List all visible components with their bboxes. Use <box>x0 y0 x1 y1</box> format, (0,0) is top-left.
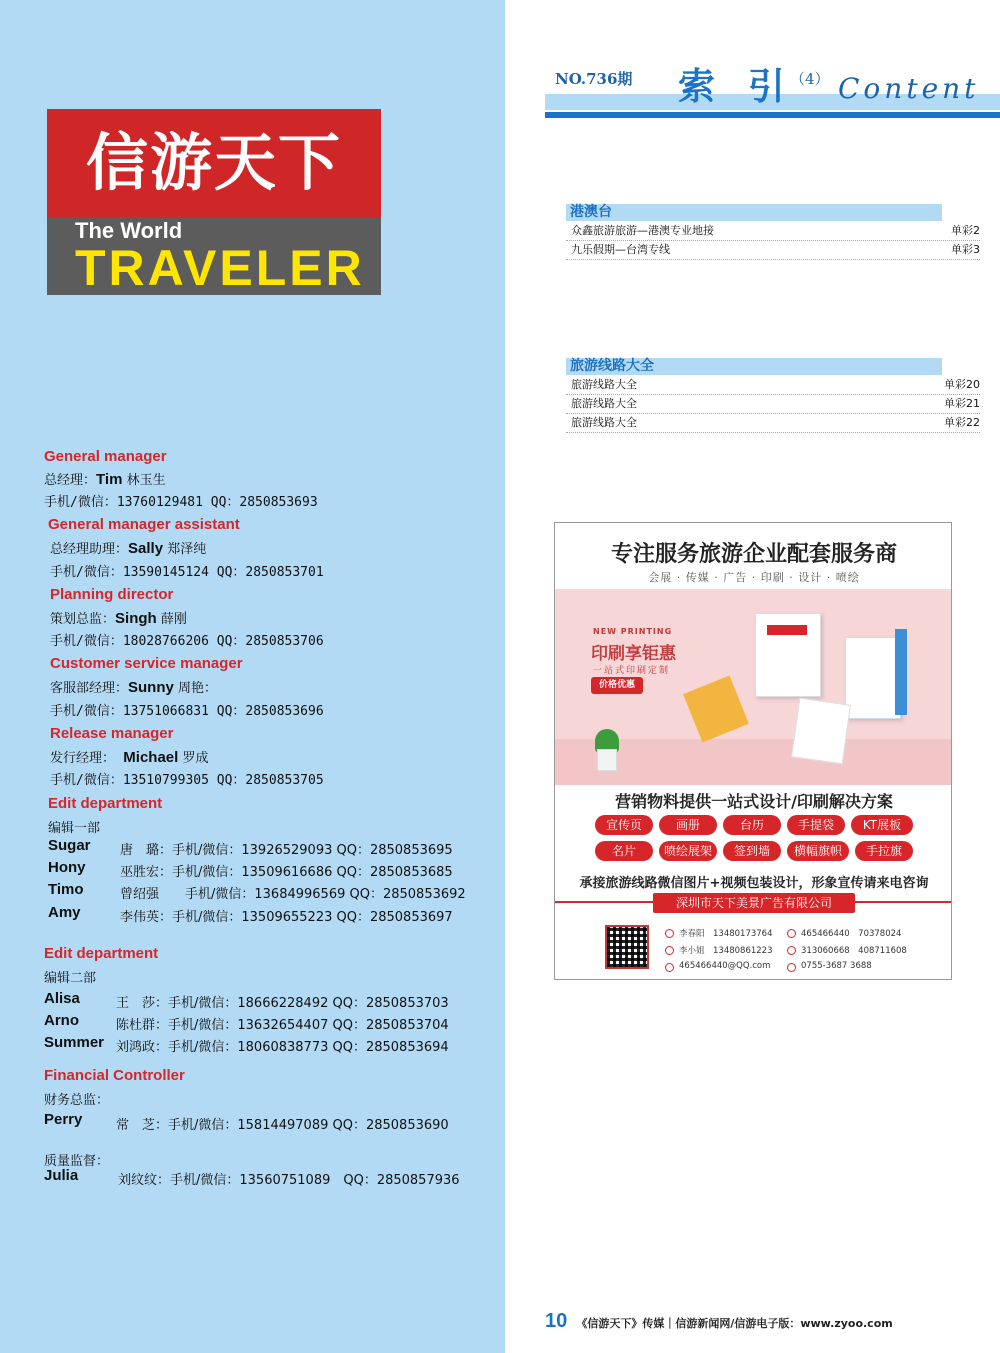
contact-left: 李小姐 13480861223 <box>679 946 773 956</box>
index-row[interactable]: 旅游线路大全 单彩21 <box>566 395 980 414</box>
ad-company: 深圳市天下美景广告有限公司 <box>653 893 855 913</box>
finance-heading: Financial Controller <box>44 1067 185 1084</box>
edit2-member-name: Summer <box>44 1034 105 1051</box>
np-title: 印刷享钜惠 <box>591 644 676 664</box>
section-heading: 港澳台 <box>566 204 942 221</box>
gm-heading: General manager <box>44 448 167 465</box>
print-service-ad <box>554 522 952 980</box>
edit2-member-info: 陈杜群：手机/微信：13632654407 QQ：2850853704 <box>116 1018 449 1033</box>
person-icon <box>665 946 674 955</box>
service-pill: 台历 <box>723 815 781 835</box>
index-row[interactable]: 旅游线路大全 单彩22 <box>566 414 980 433</box>
rm-heading: Release manager <box>50 725 174 742</box>
price-badge: 价格优惠 <box>591 677 643 694</box>
service-pill: 画册 <box>659 815 717 835</box>
page-footer <box>545 1310 893 1333</box>
np-label: NEW PRINTING <box>593 627 673 636</box>
edit1-dept: 编辑一部 <box>48 821 101 836</box>
ad-banner <box>555 589 952 785</box>
service-pill: 名片 <box>595 841 653 861</box>
quality-role: 质量监督： <box>44 1154 110 1169</box>
ad-slogan: 营销物料提供一站式设计/印刷解决方案 <box>615 792 893 811</box>
index-part: （4） <box>790 70 830 88</box>
quality-info: 刘纹纹：手机/微信：13560751089 QQ：2850857936 <box>118 1173 460 1188</box>
logo-en-sub: The World <box>75 218 183 243</box>
csm-contact: 手机/微信：13751066831 QQ：2850853696 <box>50 704 324 719</box>
index-row[interactable]: 旅游线路大全 单彩20 <box>566 376 980 395</box>
rm-name: 发行经理： Michael 罗成 <box>50 749 209 766</box>
finance-info: 常 芝：手机/微信：15814497089 QQ：2850853690 <box>116 1118 449 1133</box>
edit1-member-name: Amy <box>48 904 81 921</box>
edit2-heading: Edit department <box>44 945 159 962</box>
edit1-member-name: Timo <box>48 881 84 898</box>
pd-heading: Planning director <box>50 586 174 603</box>
logo-en-main: TRAVELER <box>75 240 365 296</box>
content-script-title: Content <box>838 72 980 105</box>
gm-name: 总经理：Tim 林玉生 <box>44 471 166 488</box>
traveler-logo <box>47 109 381 295</box>
contact-right: 465466440 70378024 <box>801 929 902 939</box>
bag-image <box>845 637 901 719</box>
edit2-member-name: Arno <box>44 1012 79 1029</box>
pd-name: 策划总监：Singh 薛刚 <box>50 610 187 627</box>
edit2-member-info: 王 莎：手机/微信：18666228492 QQ：2850853703 <box>116 996 449 1011</box>
gma-name: 总经理助理：Sally 郑泽纯 <box>50 540 207 557</box>
header-rule <box>545 112 1000 118</box>
email-icon <box>665 963 674 972</box>
service-pill: 手提袋 <box>787 815 845 835</box>
footer-text: 《信游天下》传媒｜信游新闻网/信游电子版：www.zyoo.com <box>576 1317 893 1330</box>
edit1-member-info: 曾绍强 手机/微信：13684996569 QQ：2850853692 <box>120 887 466 902</box>
gm-contact: 手机/微信：13760129481 QQ：2850853693 <box>44 495 318 510</box>
finance-role: 财务总监： <box>44 1093 110 1108</box>
csm-name: 客服部经理：Sunny 周艳： <box>50 679 218 696</box>
service-pill: 喷绘展架 <box>659 841 717 861</box>
issue-number: NO.736期 <box>555 70 633 88</box>
qq-icon <box>787 929 796 938</box>
service-pill: 宣传页 <box>595 815 653 835</box>
edit1-member-name: Hony <box>48 859 86 876</box>
service-pill: KT展板 <box>851 815 913 835</box>
edit1-heading: Edit department <box>48 795 163 812</box>
section-heading: 旅游线路大全 <box>566 358 942 375</box>
contact-right: 313060668 408711608 <box>801 946 907 956</box>
finance-name: Perry <box>44 1111 83 1128</box>
index-row[interactable]: 众鑫旅游旅游—港澳专业地接 单彩2 <box>566 222 980 241</box>
edit2-member-name: Alisa <box>44 990 80 1007</box>
service-pill: 横幅旗帜 <box>787 841 849 861</box>
edit1-member-info: 巫胜宏：手机/微信：13509616686 QQ：2850853685 <box>120 865 453 880</box>
edit2-member-info: 刘鸿政：手机/微信：18060838773 QQ：2850853694 <box>116 1040 449 1055</box>
csm-heading: Customer service manager <box>50 655 243 672</box>
gma-heading: General manager assistant <box>48 516 240 533</box>
person-icon <box>665 929 674 938</box>
index-row[interactable]: 九乐假期—台湾专线 单彩3 <box>566 241 980 260</box>
folder-image <box>791 698 851 765</box>
logo-cn-title: 信游天下 <box>47 109 381 217</box>
edit1-member-name: Sugar <box>48 837 91 854</box>
pd-contact: 手机/微信：18028766206 QQ：2850853706 <box>50 634 324 649</box>
ad-title: 专注服务旅游企业配套服务商 <box>610 542 897 567</box>
contact-right: 0755-3687 3688 <box>801 961 872 971</box>
service-pill: 签到墙 <box>723 841 781 861</box>
quality-name: Julia <box>44 1167 79 1184</box>
index-title: 索 引 <box>678 65 795 108</box>
service-pill: 手拉旗 <box>855 841 913 861</box>
edit1-member-info: 李伟英：手机/微信：13509655223 QQ：2850853697 <box>120 910 453 925</box>
gma-contact: 手机/微信：13590145124 QQ：2850853701 <box>50 565 324 580</box>
phone-icon <box>787 963 796 972</box>
ad-description: 承接旅游线路微信图片+视频包装设计，形象宣传请来电咨询 <box>579 876 929 891</box>
edit1-member-info: 唐 璐：手机/微信：13926529093 QQ：2850853695 <box>120 843 453 858</box>
qq-icon <box>787 946 796 955</box>
card-image <box>683 676 749 743</box>
rm-contact: 手机/微信：13510799305 QQ：2850853705 <box>50 773 324 788</box>
ad-subtitle: 会展 · 传媒 · 广告 · 印刷 · 设计 · 喷绘 <box>648 571 860 584</box>
edit2-dept: 编辑二部 <box>44 971 97 986</box>
qr-code-icon <box>605 925 649 969</box>
page-number: 10 <box>545 1310 568 1332</box>
contact-left: 465466440@QQ.com <box>679 961 771 971</box>
np-subtitle: 一站式印刷定制 <box>593 666 671 676</box>
contact-left: 李春阳 13480173764 <box>679 929 773 939</box>
